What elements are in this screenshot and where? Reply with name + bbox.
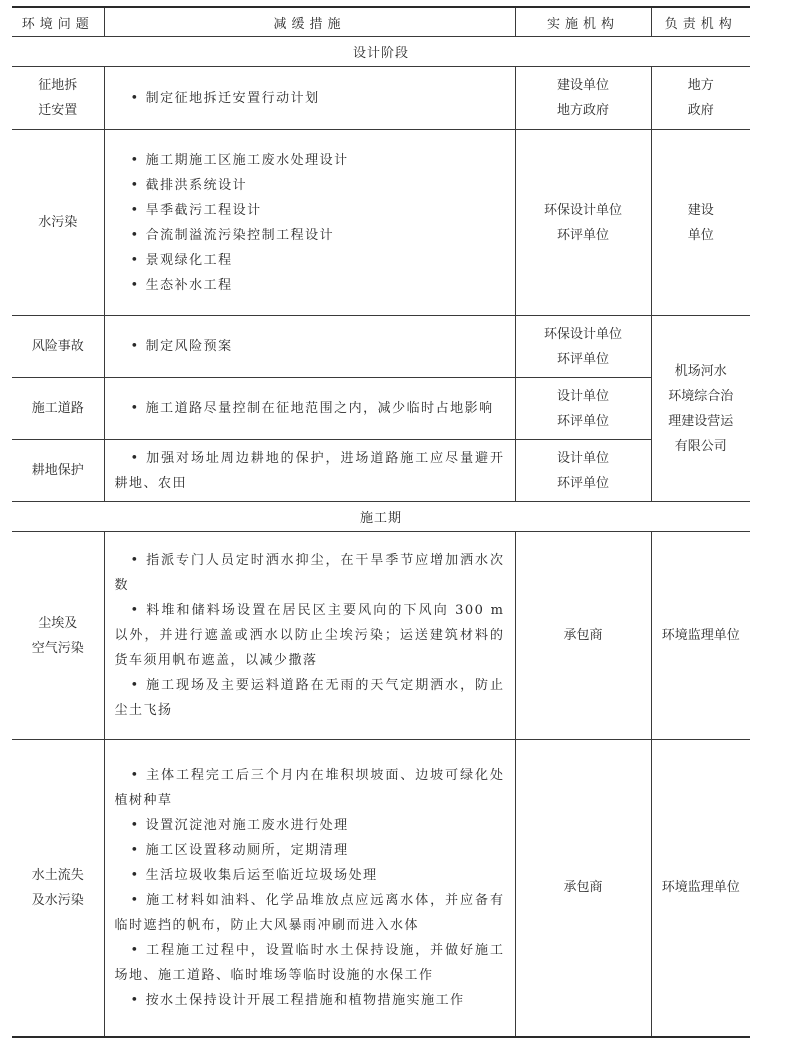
table-row [12,532,750,740]
supervisor-line: 政府 [687,103,714,118]
measure-item: • 生活垃圾收集后运至临近垃圾场处理 [130,867,378,883]
measure-item: • 加强对场址周边耕地的保护，进场道路施工应尽量避开耕地、农田 [114,450,505,491]
implementer-cell [515,378,651,440]
header-issue: 环境问题 [12,7,104,37]
header-implementer: 实施机构 [515,7,651,37]
table-row [12,740,750,1037]
measures-cell [104,440,515,502]
measure-item: • 主体工程完工后三个月内在堆积坝坡面、边坡可绿化处植树种草 [114,767,505,808]
measures-cell [104,130,515,316]
table-row [12,316,750,378]
issue-cell [12,740,104,1037]
measure-item: • 制定征地拆迁安置行动计划 [130,90,320,106]
table-row [12,67,750,130]
table-row [12,378,750,440]
measure-item: • 施工材料如油料、化学品堆放点应远离水体，并应备有临时遮挡的帆布，防止大风暴雨冲刷而进入水体 [114,892,505,933]
issue-cell [12,67,104,130]
measure-item: • 施工期施工区施工废水处理设计 [130,152,349,168]
measure-item: • 指派专门人员定时洒水抑尘，在干旱季节应增加洒水次数 [114,553,505,593]
stage-row-design [12,37,750,67]
supervisor-line: 建设 [687,202,714,218]
measures-cell [104,316,515,378]
implementer-line: 环保设计单位 [543,326,622,342]
header-measures: 减缓措施 [104,7,515,37]
implementer-line: 地方政府 [556,103,609,118]
implementer-cell [515,316,651,378]
measure-item: • 生态补水工程 [130,277,233,293]
supervisor-line: 环境综合治 [668,388,734,404]
measure-item: • 按水土保持设计开展工程措施和植物措施实施工作 [130,992,465,1008]
implementer-cell: 承包商 [515,532,651,740]
implementer-cell: 承包商 [515,740,651,1037]
stage-title-design: 设计阶段 [12,37,750,67]
implementer-cell [515,67,651,130]
issue-cell: 水污染 [12,130,104,316]
table-row [12,440,750,502]
implementer-line: 环评单位 [556,351,609,367]
stage-row-construction [12,502,750,532]
implementer-line: 环评单位 [556,475,609,491]
measure-item: • 施工区设置移动厕所，定期清理 [130,842,349,858]
stage-title-construction: 施工期 [12,502,750,532]
measure-item: • 制定风险预案 [130,339,233,354]
table-row [12,130,750,316]
header-supervisor: 负责机构 [651,7,750,37]
measures-cell [104,740,515,1037]
issue-line: 迁安置 [38,103,78,118]
supervisor-cell [651,130,750,316]
mitigation-measures-table [12,6,750,1038]
implementer-cell [515,440,651,502]
measure-item: • 料堆和储料场设置在居民区主要风向的下风向 300 m 以外，并进行遮盖或洒水以防止尘埃污染；运送建筑材料的货车须用帆布遮盖，以减少撒落 [114,603,505,668]
implementer-cell [515,130,651,316]
implementer-line: 环评单位 [556,227,609,243]
supervisor-line: 地方 [687,78,714,93]
issue-line: 征地拆 [38,78,78,93]
implementer-line: 设计单位 [556,450,609,466]
issue-cell: 风险事故 [12,316,104,378]
supervisor-cell: 环境监理单位 [651,740,750,1037]
measures-cell [104,378,515,440]
issue-cell [12,532,104,740]
implementer-line: 建设单位 [556,78,609,93]
supervisor-cell [651,67,750,130]
supervisor-line: 单位 [687,227,714,243]
measure-item: • 截排洪系统设计 [130,177,248,193]
supervisor-line: 机场河水 [674,363,727,379]
measure-item: • 合流制溢流污染控制工程设计 [130,227,335,243]
supervisor-cell: 环境监理单位 [651,532,750,740]
measure-item: • 工程施工过程中，设置临时水土保持设施，并做好施工场地、施工道路、临时堆场等临时设施的水保工作 [114,942,505,983]
measures-cell [104,67,515,130]
supervisor-line: 理建设营运 [668,413,734,429]
measure-item: • 施工现场及主要运料道路在无雨的天气定期洒水，防止尘土飞扬 [114,678,505,718]
measure-item: • 施工道路尽量控制在征地范围之内，减少临时占地影响 [130,401,494,416]
supervisor-line: 有限公司 [674,438,727,454]
measures-cell [104,532,515,740]
issue-line: 及水污染 [31,892,84,908]
implementer-line: 环评单位 [556,413,609,429]
measure-item: • 景观绿化工程 [130,252,233,268]
measure-item: • 旱季截污工程设计 [130,202,262,218]
issue-cell: 施工道路 [12,378,104,440]
supervisor-cell-shared [651,316,750,502]
measure-item: • 设置沉淀池对施工废水进行处理 [130,817,349,833]
issue-line: 尘埃及 [38,615,78,631]
implementer-line: 设计单位 [556,388,609,404]
implementer-line: 环保设计单位 [543,202,622,218]
table-header-row [12,7,750,37]
issue-cell: 耕地保护 [12,440,104,502]
issue-line: 空气污染 [31,640,84,656]
issue-line: 水土流失 [31,867,84,883]
